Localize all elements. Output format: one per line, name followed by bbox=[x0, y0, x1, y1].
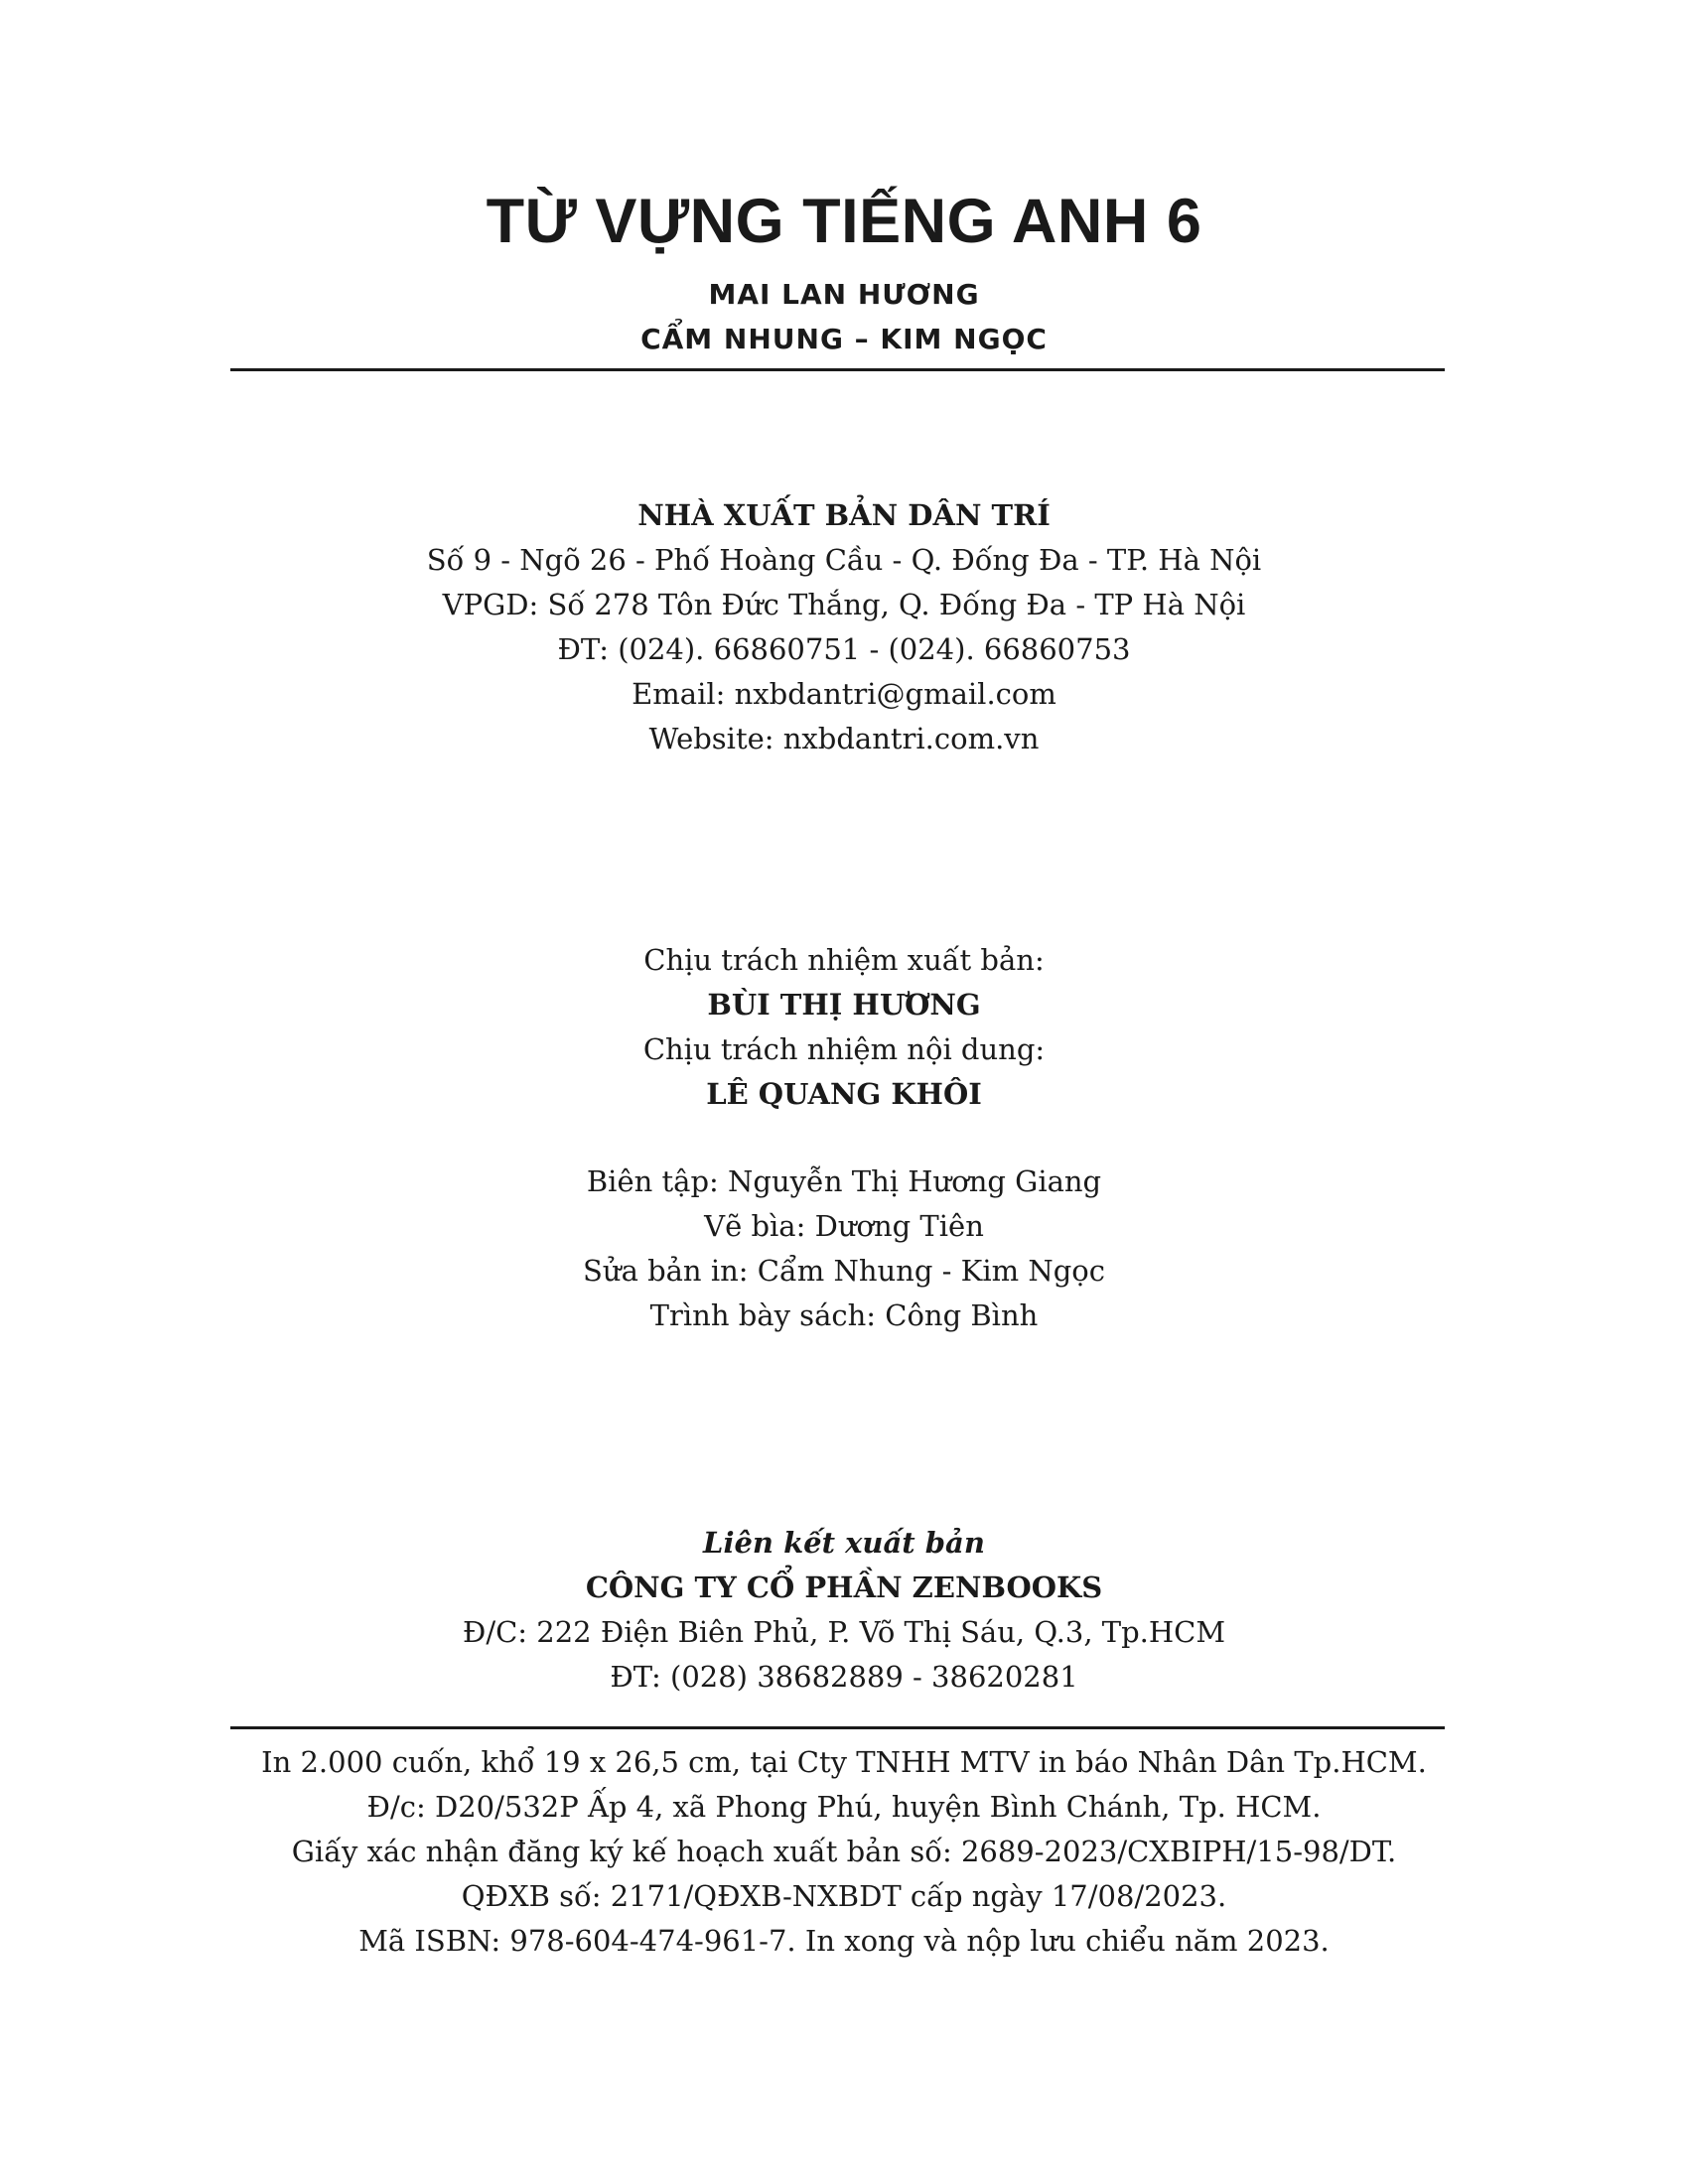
credit-proofreading: Sửa bản in: Cẩm Nhung - Kim Ngọc bbox=[583, 1254, 1105, 1288]
credit-layout: Trình bày sách: Công Bình bbox=[649, 1298, 1039, 1332]
publisher-email: Email: nxbdantri@gmail.com bbox=[632, 677, 1056, 711]
printing-registration: Giấy xác nhận đăng ký kế hoạch xuất bản số: 2689-2023/CXBIPH/15-98/DT. bbox=[291, 1835, 1397, 1868]
credit-editor: Biên tập: Nguyễn Thị Hương Giang bbox=[586, 1164, 1102, 1198]
publisher-website: Website: nxbdantri.com.vn bbox=[648, 722, 1040, 755]
printing-run: In 2.000 cuốn, khổ 19 x 26,5 cm, tại Cty TNHH MTV in báo Nhân Dân Tp.HCM. bbox=[261, 1745, 1427, 1779]
partner-address: Đ/C: 222 Điện Biên Phủ, P. Võ Thị Sáu, Q.3, Tp.HCM bbox=[462, 1615, 1226, 1649]
bottom-divider bbox=[230, 1726, 1445, 1729]
authors-block bbox=[0, 272, 1688, 361]
partner-phone: ĐT: (028) 38682889 - 38620281 bbox=[610, 1660, 1078, 1694]
credits-block bbox=[0, 1160, 1688, 1338]
publisher-address: Số 9 - Ngõ 26 - Phố Hoàng Cầu - Q. Đống Đa - TP. Hà Nội bbox=[426, 543, 1262, 577]
publisher-name: NHÀ XUẤT BẢN DÂN TRÍ bbox=[637, 498, 1051, 532]
responsible-content-name: LÊ QUANG KHÔI bbox=[706, 1077, 982, 1111]
top-divider bbox=[230, 368, 1445, 371]
partner-company: CÔNG TY CỔ PHẦN ZENBOOKS bbox=[585, 1570, 1103, 1604]
credit-cover: Vẽ bìa: Dương Tiên bbox=[704, 1209, 984, 1243]
partner-block bbox=[0, 1521, 1688, 1700]
publisher-block bbox=[0, 493, 1688, 761]
author-line-2: CẨM NHUNG – KIM NGỌC bbox=[640, 323, 1048, 355]
printing-address: Đ/c: D20/532P Ấp 4, xã Phong Phú, huyện Bình Chánh, Tp. HCM. bbox=[366, 1790, 1322, 1824]
responsible-publishing-name: BÙI THỊ HƯƠNG bbox=[707, 988, 981, 1022]
responsible-publishing-label: Chịu trách nhiệm xuất bản: bbox=[643, 943, 1045, 977]
publisher-office: VPGD: Số 278 Tôn Đức Thắng, Q. Đống Đa - TP Hà Nội bbox=[442, 588, 1246, 621]
responsible-block bbox=[0, 938, 1688, 1117]
printing-decision: QĐXB số: 2171/QĐXB-NXBDT cấp ngày 17/08/2023. bbox=[461, 1879, 1227, 1913]
printing-block bbox=[0, 1740, 1688, 1964]
book-title: TỪ VỰNG TIẾNG ANH 6 bbox=[486, 187, 1202, 256]
publisher-phone: ĐT: (024). 66860751 - (024). 66860753 bbox=[557, 632, 1131, 666]
responsible-content-label: Chịu trách nhiệm nội dung: bbox=[642, 1032, 1046, 1066]
author-line-1: MAI LAN HƯƠNG bbox=[708, 278, 980, 311]
partner-label: Liên kết xuất bản bbox=[703, 1526, 985, 1560]
printing-isbn: Mã ISBN: 978-604-474-961-7. In xong và nộp lưu chiểu năm 2023. bbox=[358, 1924, 1330, 1958]
